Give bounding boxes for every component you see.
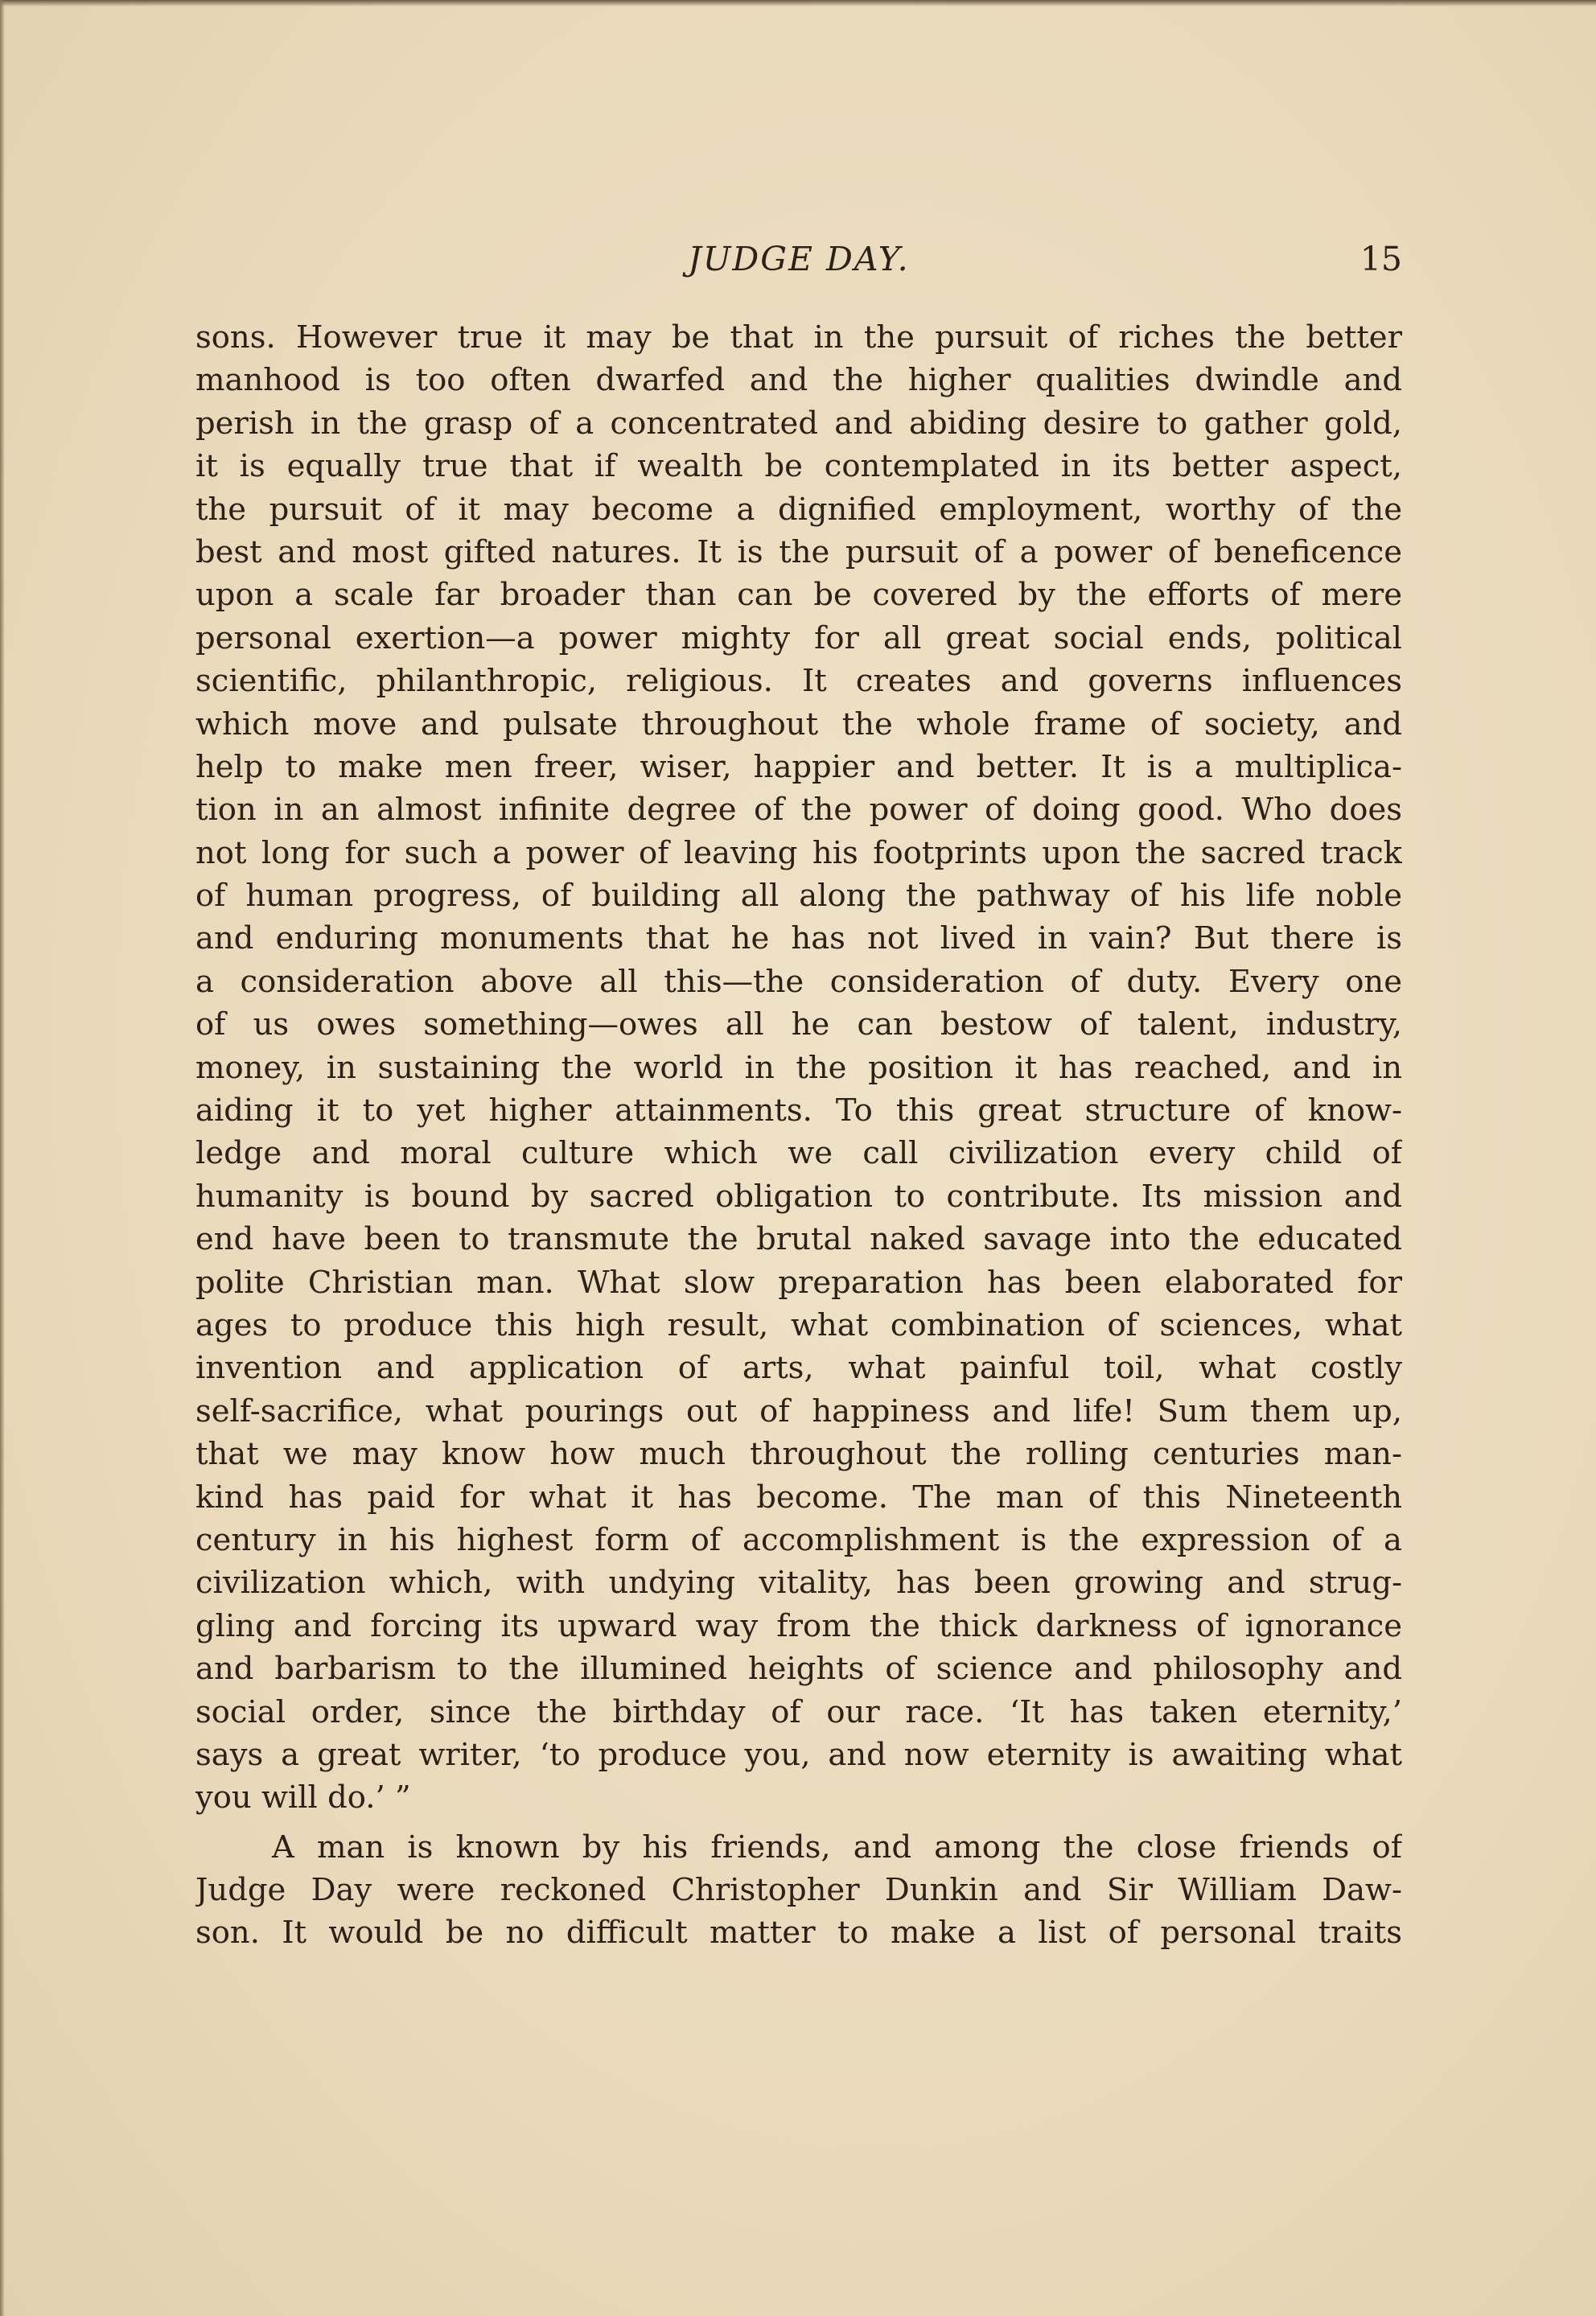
text-line: not long for such a power of leaving his footprints upon the sacred track — [195, 834, 1402, 871]
text-line: and enduring monuments that he has not lived in vain? But there is — [195, 920, 1402, 957]
text-line: perish in the grasp of a concentrated and abiding desire to gather gold, — [195, 405, 1402, 442]
text-line: sons. However true it may be that in the pursuit of riches the better — [195, 319, 1402, 356]
text-line: civilization which, with undying vitality, has been growing and strug- — [195, 1565, 1402, 1602]
text-line: invention and application of arts, what painful toil, what costly — [195, 1350, 1402, 1387]
running-head: JUDGE DAY. — [688, 240, 910, 278]
text-line: aiding it to yet higher attainments. To this great structure of know- — [195, 1092, 1402, 1129]
text-line: of us owes something—owes all he can bestow of talent, industry, — [195, 1006, 1402, 1043]
page-top-edge — [0, 0, 1596, 6]
text-line: a consideration above all this—the consideration of duty. Every one — [195, 963, 1402, 1000]
page-header — [195, 233, 1402, 282]
text-line: which move and pulsate throughout the whole frame of society, and — [195, 705, 1402, 743]
text-line: son. It would be no difficult matter to make a list of personal traits — [195, 1915, 1402, 1952]
paragraph-2 — [195, 1826, 1402, 1955]
text-line: and barbarism to the illumined heights of science and philosophy and — [195, 1651, 1402, 1688]
text-line: manhood is too often dwarfed and the higher qualities dwindle and — [195, 362, 1402, 399]
text-line: kind has paid for what it has become. The man of this Nineteenth — [195, 1479, 1402, 1516]
text-line: personal exertion—a power mighty for all great social ends, political — [195, 619, 1402, 656]
text-line: best and most gifted natures. It is the pursuit of a power of beneficence — [195, 533, 1402, 570]
text-line: A man is known by his friends, and among the close friends of — [272, 1829, 1402, 1866]
text-line: end have been to transmute the brutal naked savage into the educated — [195, 1221, 1402, 1258]
body-text — [195, 316, 1402, 1955]
text-line: you will do.’ ” — [195, 1779, 411, 1816]
text-line: Judge Day were reckoned Christopher Dunkin and Sir William Daw- — [195, 1872, 1402, 1909]
paragraph-1 — [195, 316, 1402, 1820]
text-line: self-sacrifice, what pourings out of happiness and life! Sum them up, — [195, 1392, 1402, 1430]
text-line: polite Christian man. What slow preparation has been elaborated for — [195, 1264, 1402, 1301]
text-line: upon a scale far broader than can be covered by the efforts of mere — [195, 577, 1402, 614]
text-line: social order, since the birthday of our race. ‘It has taken eternity,’ — [195, 1693, 1402, 1730]
text-line: money, in sustaining the world in the position it has reached, and in — [195, 1049, 1402, 1086]
text-line: the pursuit of it may become a dignified employment, worthy of the — [195, 491, 1402, 528]
paragraph-gap — [195, 1820, 1402, 1826]
text-line: humanity is bound by sacred obligation to contribute. Its mission and — [195, 1178, 1402, 1215]
text-line: gling and forcing its upward way from the thick darkness of ignorance — [195, 1607, 1402, 1644]
text-line: help to make men freer, wiser, happier and better. It is a multiplica- — [195, 748, 1402, 785]
text-line: of human progress, of building all along the pathway of his life noble — [195, 878, 1402, 915]
text-line: says a great writer, ‘to produce you, and now eternity is awaiting what — [195, 1736, 1402, 1773]
text-line: that we may know how much throughout the rolling centuries man- — [195, 1436, 1402, 1473]
text-line: ages to produce this high result, what combination of sciences, what — [195, 1306, 1402, 1343]
text-line: century in his highest form of accomplishment is the expression of a — [195, 1521, 1402, 1558]
page-number: 15 — [1359, 240, 1402, 278]
text-line: ledge and moral culture which we call civilization every child of — [195, 1135, 1402, 1172]
text-line: scientific, philanthropic, religious. It creates and governs influences — [195, 663, 1402, 700]
text-line: tion in an almost infinite degree of the power of doing good. Who does — [195, 792, 1402, 829]
text-line: it is equally true that if wealth be contemplated in its better aspect, — [195, 448, 1402, 485]
page-left-edge — [0, 0, 5, 2316]
